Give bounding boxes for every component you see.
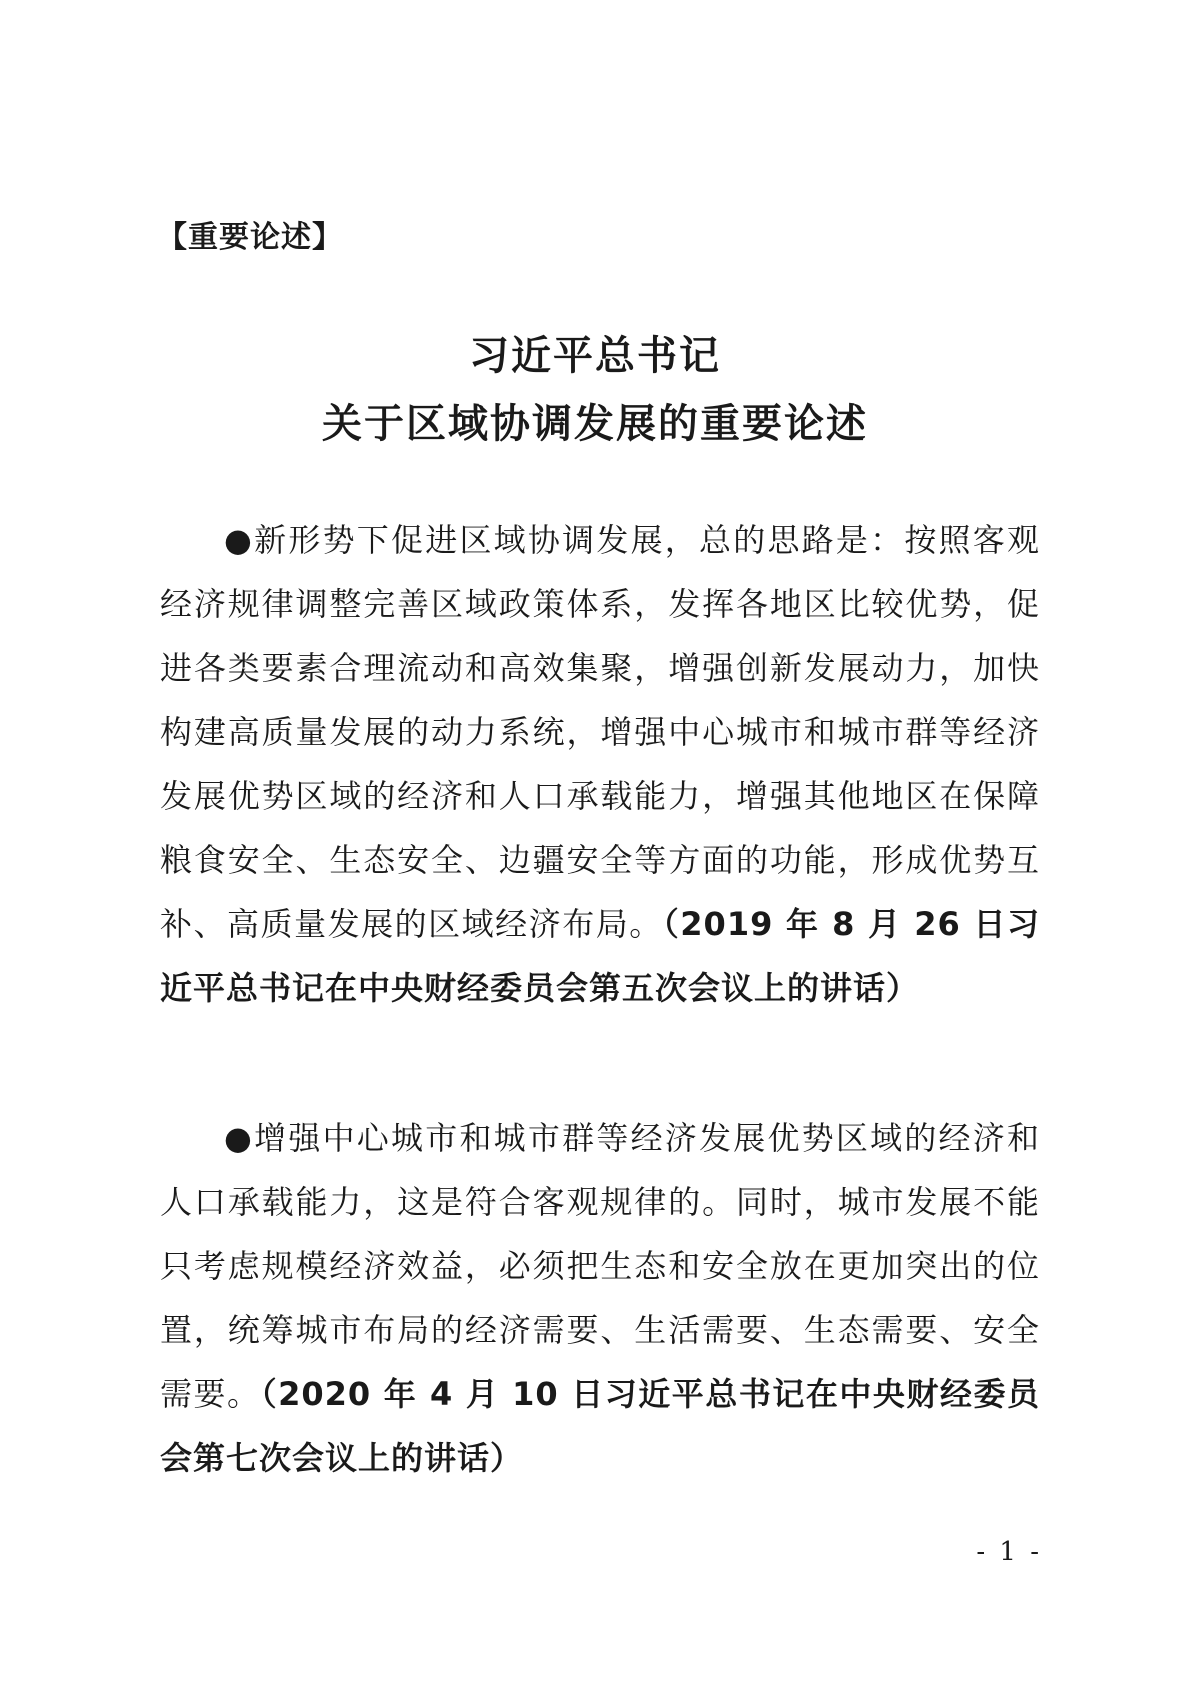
paragraph-source: （2019 年 8 月 26 日习近平总书记在中央财经委员会第五次会议上的讲话） — [160, 905, 1040, 1007]
title-line-2: 关于区域协调发展的重要论述 — [322, 400, 868, 447]
section-tag: 【重要论述】 — [157, 220, 343, 255]
paragraph-source: （2020 年 4 月 10 日习近平总书记在中央财经委员会第七次会议上的讲话） — [160, 1375, 1040, 1477]
paragraph-body: ●增强中心城市和城市群等经济发展优势区域的经济和人口承载能力，这是符合客观规律的。同时，城市发展不能只考虑规模经济效益，必须把生态和安全放在更加突出的位置，统筹城市布局的经济需要、生活需要、生态需要、安全需要。 — [160, 1119, 1040, 1413]
page-number: - 1 - — [976, 1537, 1042, 1567]
document-title — [0, 322, 1190, 458]
title-line-1: 习近平总书记 — [469, 332, 721, 379]
paragraph-body: ●新形势下促进区域协调发展，总的思路是：按照客观经济规律调整完善区域政策体系，发挥各地区比较优势，促进各类要素合理流动和高效集聚，增强创新发展动力，加快构建高质量发展的动力系统，增强中心城市和城市群等经济发展优势区域的经济和人口承载能力，增强其他地区在保障粮食安全、生态安全、边疆安全等方面的功能，形成优势互补、高质量发展的区域经济布局。 — [160, 521, 1040, 943]
paragraph — [160, 508, 1040, 1020]
paragraph — [160, 1106, 1040, 1490]
